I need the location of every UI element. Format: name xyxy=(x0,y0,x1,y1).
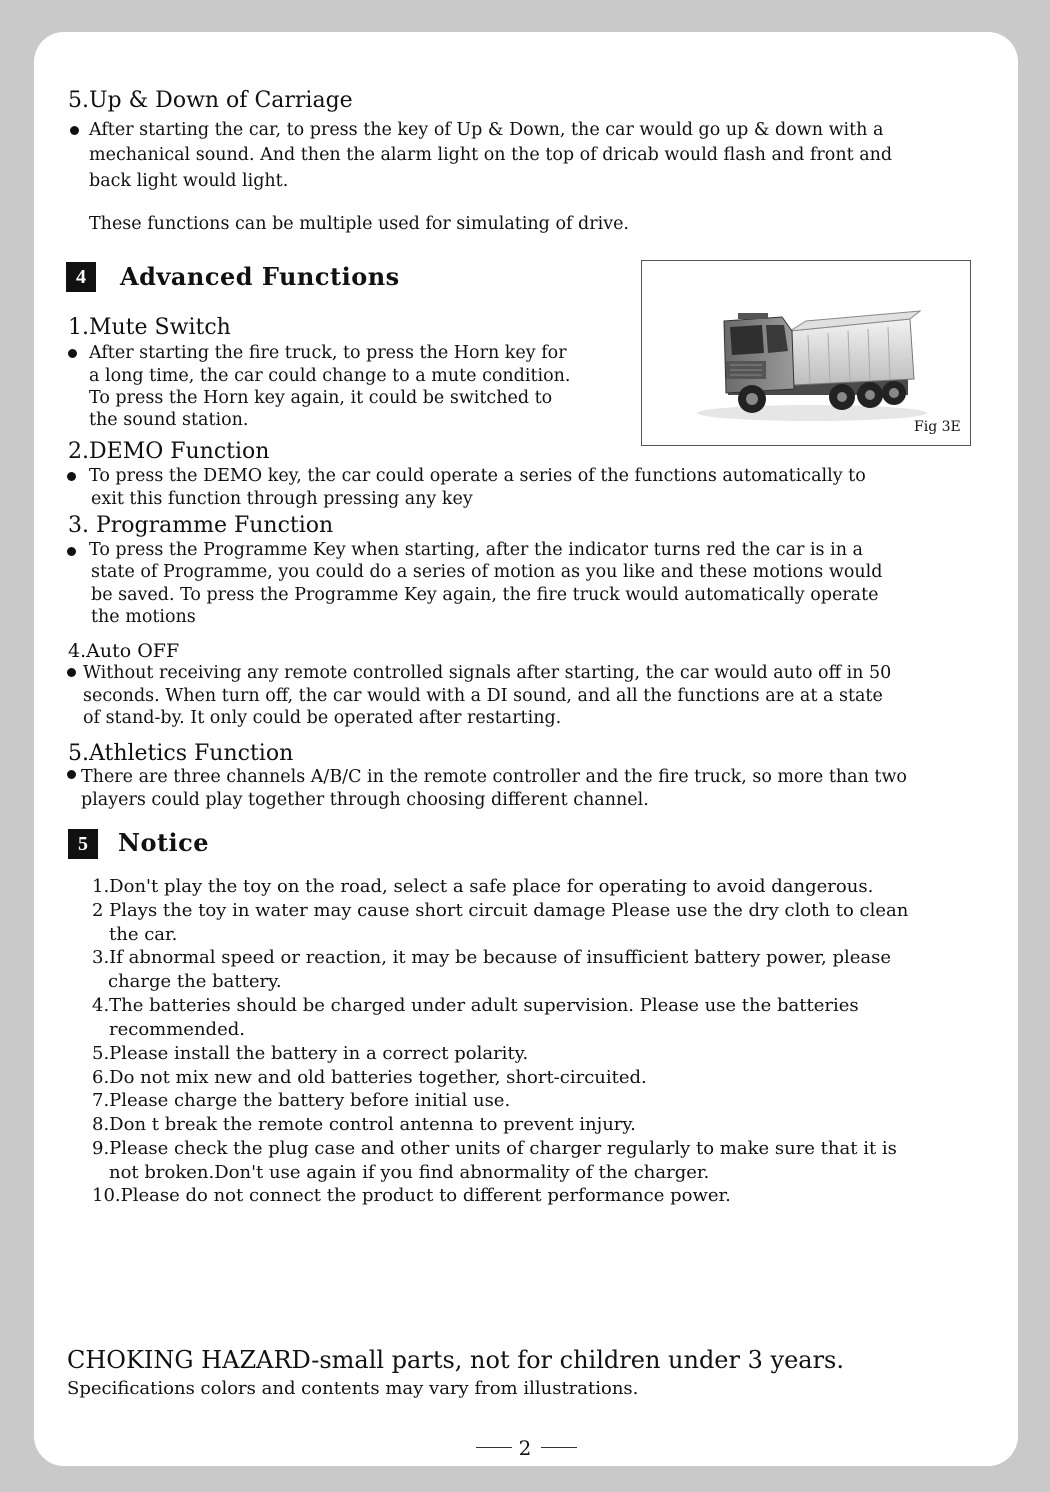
athletics-heading: 5.Athletics Function xyxy=(68,741,294,766)
bullet-icon xyxy=(67,770,76,779)
section-title: Advanced Functions xyxy=(120,262,400,291)
carriage-line: After starting the car, to press the key of Up & Down, the car would go up & down with a xyxy=(89,120,884,140)
section-number: 5 xyxy=(68,829,98,859)
notice-line: 6.Do not mix new and old batteries together, short-circuited. xyxy=(92,1067,647,1088)
notice-line: 5.Please install the battery in a correct polarity. xyxy=(92,1043,529,1064)
notice-line: 9.Please check the plug case and other units of charger regularly to make sure that it is xyxy=(92,1138,897,1159)
figure-frame xyxy=(641,260,971,446)
bullet-icon xyxy=(70,126,79,135)
bullet-icon xyxy=(68,349,77,358)
notice-line: 4.The batteries should be charged under adult supervision. Please use the batteries xyxy=(92,995,859,1016)
mute-heading: 1.Mute Switch xyxy=(68,315,231,340)
auto-off-line: seconds. When turn off, the car would with a DI sound, and all the functions are at a state xyxy=(83,686,883,706)
mute-line: the sound station. xyxy=(89,410,249,430)
bullet-icon xyxy=(67,547,76,556)
page-number: 2 xyxy=(518,1436,532,1460)
specifications-note: Specifications colors and contents may vary from illustrations. xyxy=(67,1378,639,1399)
mute-line: To press the Horn key again, it could be switched to xyxy=(89,388,553,408)
auto-off-line: of stand-by. It only could be operated after restarting. xyxy=(83,708,562,728)
notice-line: charge the battery. xyxy=(108,971,282,992)
carriage-heading: 5.Up & Down of Carriage xyxy=(68,88,353,113)
figure-caption: Fig 3E xyxy=(914,419,961,435)
programme-line: state of Programme, you could do a series of motion as you like and these motions would xyxy=(91,562,883,582)
notice-line: not broken.Don't use again if you find abnormality of the charger. xyxy=(109,1162,710,1183)
notice-line: 1.Don't play the toy on the road, select a safe place for operating to avoid dangerous. xyxy=(92,876,874,897)
notice-line: 10.Please do not connect the product to different performance power. xyxy=(92,1185,731,1206)
athletics-line: There are three channels A/B/C in the remote controller and the fire truck, so more than two xyxy=(81,767,907,787)
programme-line: the motions xyxy=(91,607,196,627)
programme-heading: 3. Programme Function xyxy=(68,513,334,538)
athletics-line: players could play together through choosing different channel. xyxy=(81,790,649,810)
bullet-icon xyxy=(67,472,76,481)
choking-hazard-warning: CHOKING HAZARD-small parts, not for children under 3 years. xyxy=(67,1346,844,1374)
page-number-rule xyxy=(541,1447,577,1448)
bullet-icon xyxy=(67,668,76,677)
mute-line: After starting the fire truck, to press the Horn key for xyxy=(89,343,567,363)
auto-off-heading: 4.Auto OFF xyxy=(68,640,180,662)
demo-line: exit this function through pressing any key xyxy=(91,489,473,509)
section-title: Notice xyxy=(118,828,210,857)
carriage-note: These functions can be multiple used for simulating of drive. xyxy=(89,214,629,234)
notice-line: 8.Don t break the remote control antenna to prevent injury. xyxy=(92,1114,636,1135)
carriage-line: back light would light. xyxy=(89,171,289,191)
notice-line: 2 Plays the toy in water may cause short circuit damage Please use the dry cloth to clean xyxy=(92,900,909,921)
auto-off-line: Without receiving any remote controlled signals after starting, the car would auto off in 50 xyxy=(83,663,892,683)
notice-line: 7.Please charge the battery before initial use. xyxy=(92,1090,511,1111)
notice-line: 3.If abnormal speed or reaction, it may be because of insufficient battery power, please xyxy=(92,947,892,968)
programme-line: To press the Programme Key when starting, after the indicator turns red the car is in a xyxy=(89,540,863,560)
dump-truck-illustration xyxy=(642,261,970,445)
section-number: 4 xyxy=(66,262,96,292)
mute-line: a long time, the car could change to a mute condition. xyxy=(89,366,571,386)
notice-line: recommended. xyxy=(109,1019,245,1040)
carriage-line: mechanical sound. And then the alarm light on the top of dricab would flash and front and xyxy=(89,145,893,165)
demo-line: To press the DEMO key, the car could operate a series of the functions automatically to xyxy=(89,466,866,486)
programme-line: be saved. To press the Programme Key again, the fire truck would automatically operate xyxy=(91,585,879,605)
demo-heading: 2.DEMO Function xyxy=(68,439,270,464)
notice-line: the car. xyxy=(109,924,178,945)
